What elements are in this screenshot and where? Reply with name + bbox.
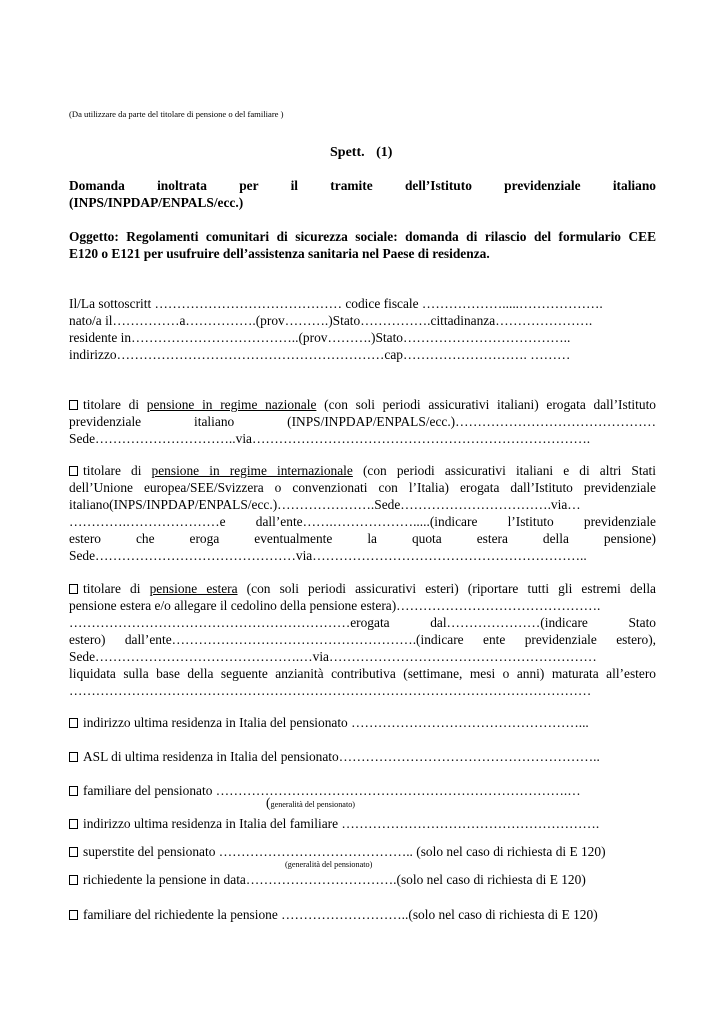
option-line: estero che eroga eventualmente la quota estera della pensione) <box>69 531 656 546</box>
option-asl <box>69 748 656 765</box>
option-superstite <box>69 843 656 860</box>
checkbox[interactable] <box>69 786 78 796</box>
option-label: richiedente la pensione in data…………………………….(solo nel caso di richiesta di E 120) <box>83 872 586 887</box>
option-familiare <box>69 782 656 799</box>
option-line: Sede…………………………..via…………………………………………………………………. <box>69 431 591 446</box>
oggetto-line-1: Oggetto: Regolamenti comunitari di sicurezza sociale: domanda di rilascio del formulario CEE <box>69 229 656 244</box>
checkbox[interactable] <box>69 400 78 410</box>
domanda-block <box>69 177 656 211</box>
option-label: superstite del pensionato …………………………………….. (solo nel caso di richiesta di E 120) <box>83 844 606 859</box>
option-label: ASL di ultima residenza in Italia del pensionato………………………………………………….. <box>83 749 600 764</box>
checkbox[interactable] <box>69 847 78 857</box>
option-line: Sede………………………………………via…………………………………………………….. <box>69 548 587 563</box>
checkbox[interactable] <box>69 466 78 476</box>
personal-line-residence: residente in………………………………..(prov……….)Stato……………………………….. <box>69 330 571 345</box>
option-familiare-richiedente <box>69 906 656 923</box>
option-line: liquidata sulla base della seguente anzianità contributiva (settimane, mesi o anni) maturata all’estero <box>69 666 656 681</box>
personal-line-address: indirizzo……………………………………………………cap………………………. ……… <box>69 347 571 362</box>
checkbox[interactable] <box>69 718 78 728</box>
option-line: pensione estera e/o allegare il cedolino della pensione estera)………………………………………. <box>69 598 601 613</box>
option-line: Sede……………………………………….…via…………………………………………………… <box>69 649 597 664</box>
option-pensione-estera <box>69 580 656 699</box>
option-label: familiare del richiedente la pensione ………………………..(solo nel caso di richiesta di E 120) <box>83 907 598 922</box>
option-label: familiare del pensionato …………………………………………………………………….… <box>83 783 581 798</box>
option-line: ………….…………………e dall’ente…….……………….....(indicare l’Istituto previdenziale <box>69 514 656 529</box>
personal-line-birth: nato/a il……………a…………….(prov……….)Stato…………….cittadinanza…………………. <box>69 313 593 328</box>
option-line: ………………………………………………………erogata dal…………………(indicare Stato <box>69 615 656 630</box>
checkbox[interactable] <box>69 752 78 762</box>
personal-data-block <box>69 295 656 363</box>
domanda-line-1: Domanda inoltrata per il tramite dell’Istituto previdenziale italiano <box>69 178 656 193</box>
option-line: titolare di pensione in regime internazionale (con periodi assicurativi italiani e di altri Stati <box>69 462 656 479</box>
option-label: indirizzo ultima residenza in Italia del pensionato ……………………………………………... <box>83 715 589 730</box>
checkbox[interactable] <box>69 819 78 829</box>
superstite-sublabel: (generalità del pensionato) <box>285 860 373 869</box>
option-line: dell’Unione europea/SEE/Svizzera o convenzionati con l’Italia) erogata dall’Istituto previdenziale <box>69 480 656 495</box>
option-line: estero) dall’ente……………………………………………….(indicare ente previdenziale estero), <box>69 632 656 647</box>
option-label: indirizzo ultima residenza in Italia del familiare …………………………………………………. <box>83 816 600 831</box>
oggetto-line-2: E120 o E121 per usufruire dell’assistenza sanitaria nel Paese di residenza. <box>69 246 490 261</box>
option-line: previdenziale italiano (INPS/INPDAP/ENPALS/ecc.)……………………………………… <box>69 414 656 429</box>
usage-note: (Da utilizzare da parte del titolare di pensione o del familiare ) <box>69 109 284 119</box>
option-richiedente <box>69 871 656 888</box>
option-line: titolare di pensione estera (con soli periodi assicurativi esteri) (riportare tutti gli estremi della <box>69 580 656 597</box>
checkbox[interactable] <box>69 910 78 920</box>
option-pensione-internazionale <box>69 462 656 564</box>
oggetto-block <box>69 228 656 262</box>
checkbox[interactable] <box>69 584 78 594</box>
option-indirizzo-pensionato <box>69 714 656 731</box>
familiare-sublabel: (generalità del pensionato) <box>266 795 356 810</box>
option-pensione-nazionale <box>69 396 656 447</box>
option-line: ……………………………………………………………………………………………………… <box>69 683 592 698</box>
option-indirizzo-familiare <box>69 815 656 832</box>
option-line: titolare di pensione in regime nazionale (con soli periodi assicurativi italiani) erogata dall’Istituto <box>69 396 656 413</box>
personal-line-name: Il/La sottoscritt …………………………………… codice fiscale ……………….....………………. <box>69 296 603 311</box>
option-line: italiano(INPS/INPDAP/ENPALS/ecc.)………………….Sede…………………………….via… <box>69 497 581 512</box>
domanda-line-2: (INPS/INPDAP/ENPALS/ecc.) <box>69 195 244 210</box>
recipient-heading: Spett. (1) <box>330 145 393 160</box>
checkbox[interactable] <box>69 875 78 885</box>
